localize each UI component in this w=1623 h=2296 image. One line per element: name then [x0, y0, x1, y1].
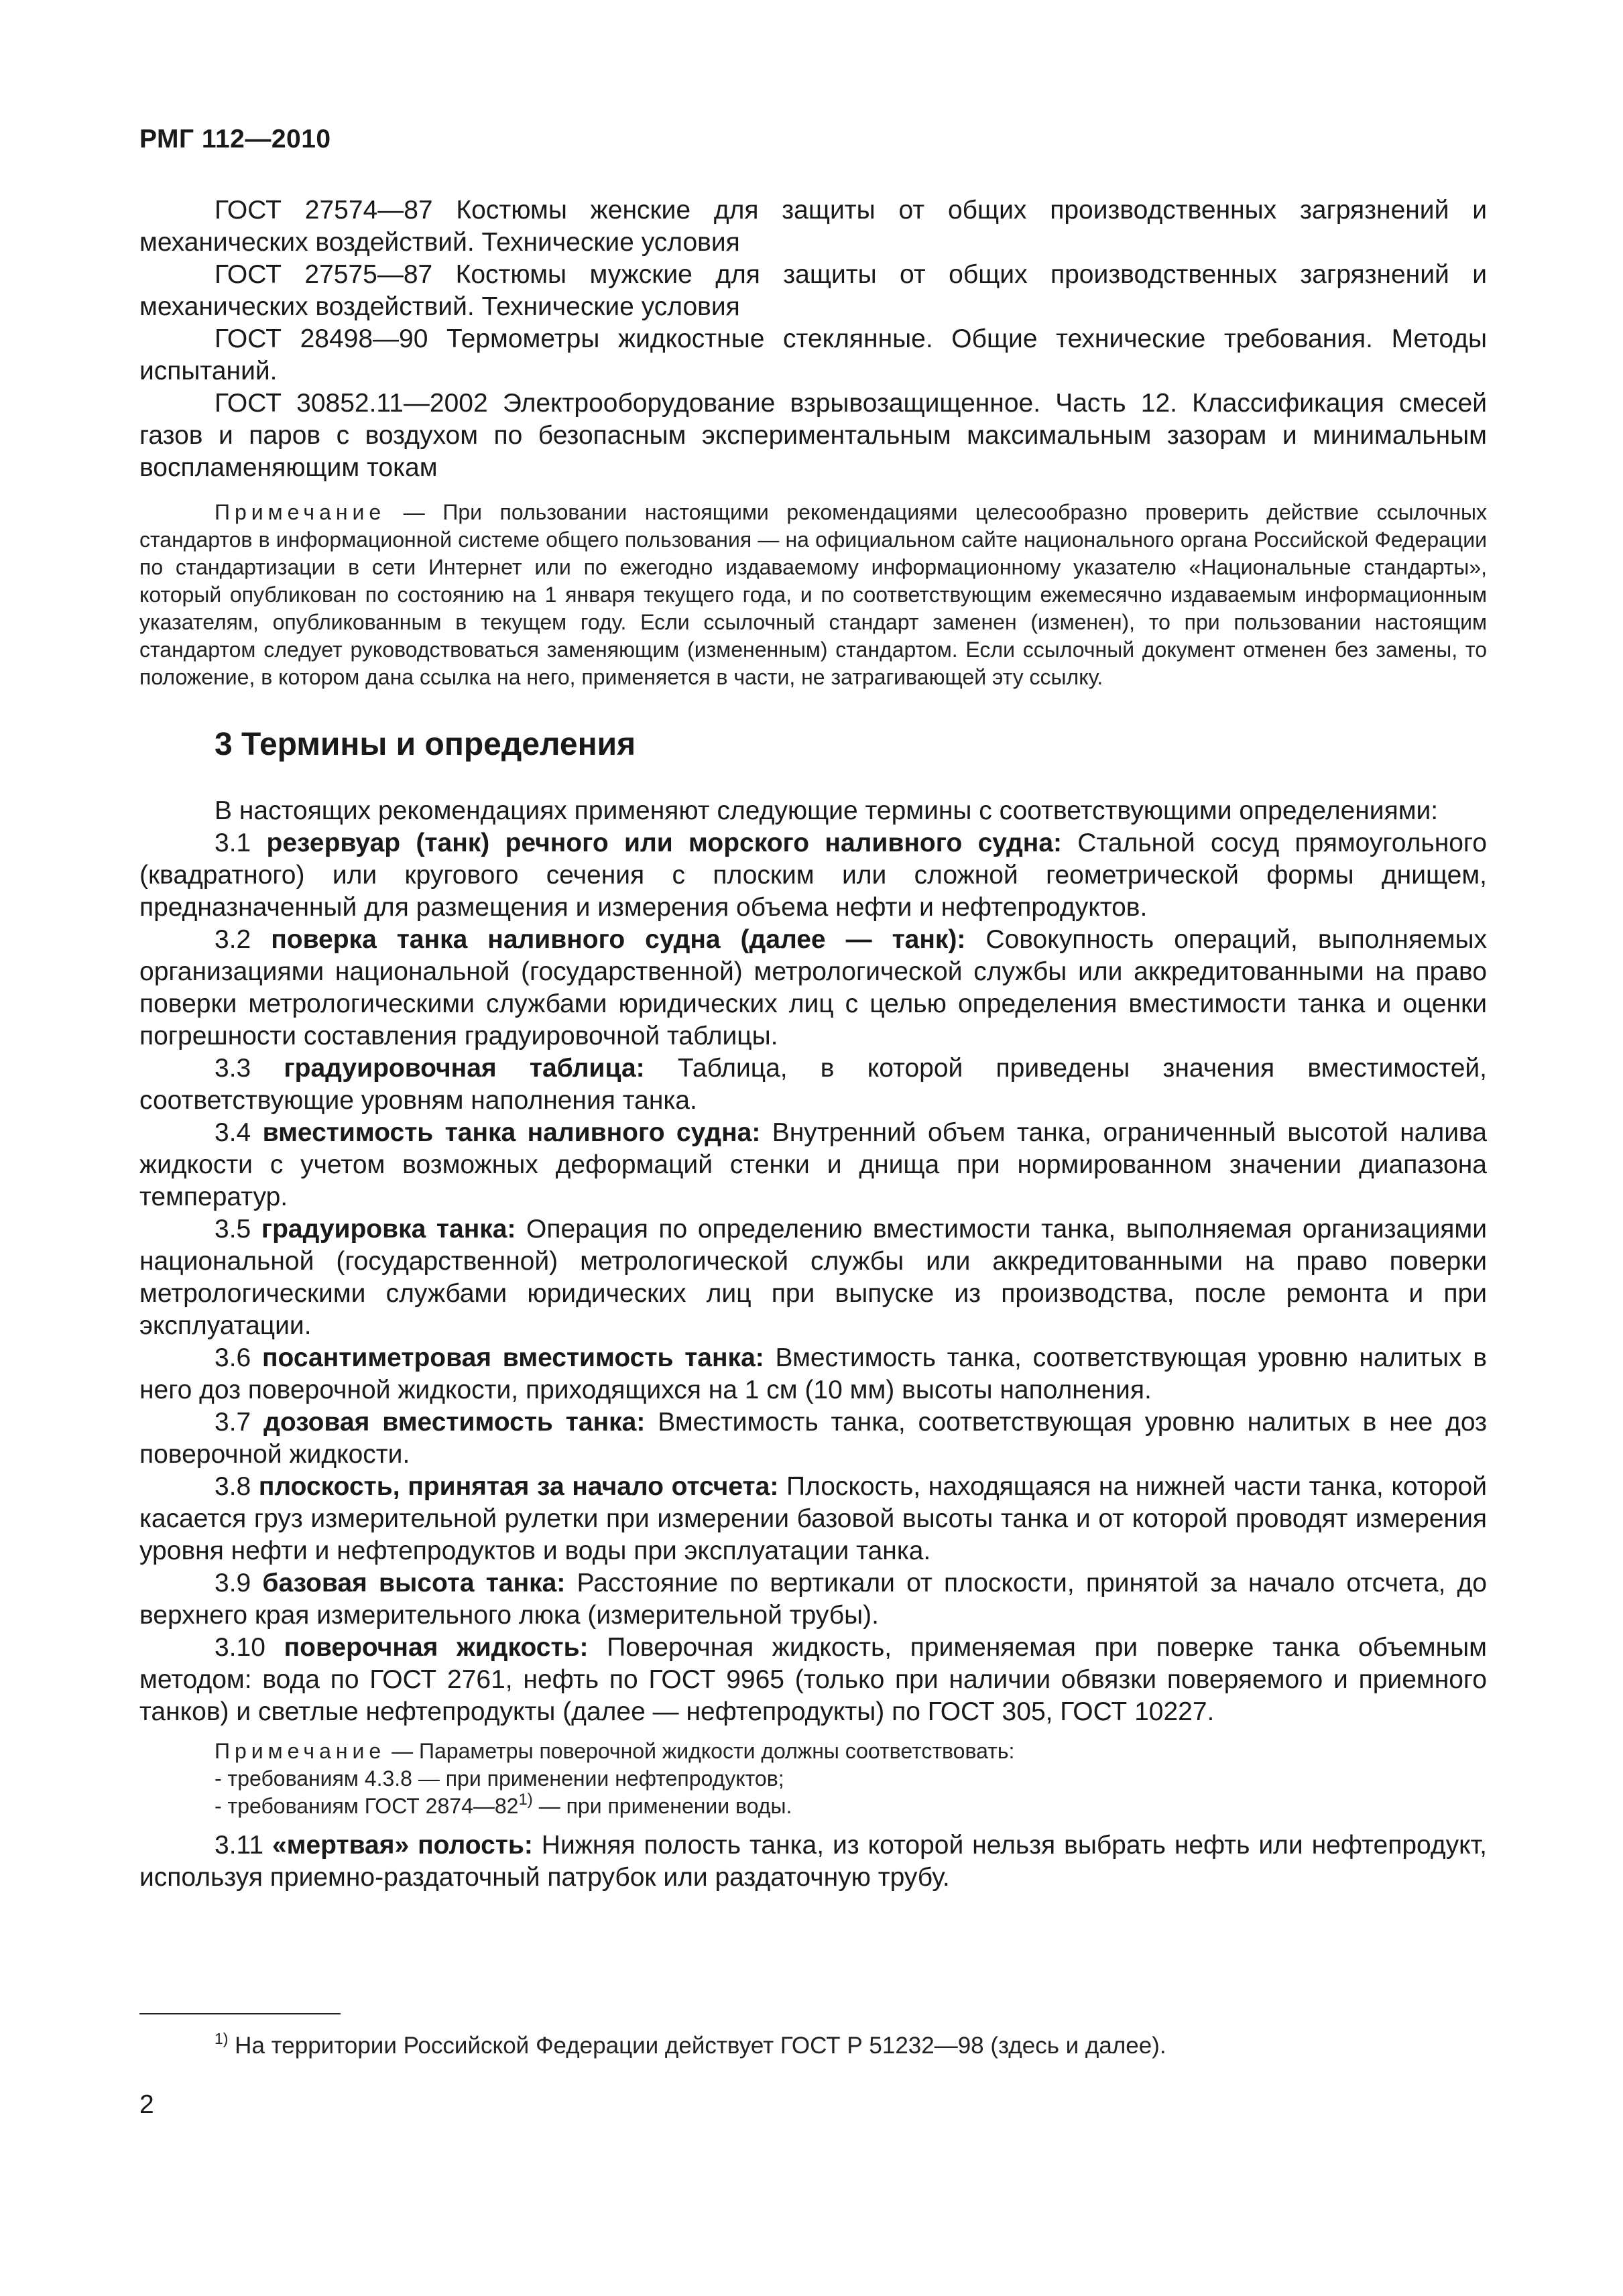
term-definition: 3.9 базовая высота танка: Расстояние по вертикали от плоскости, принятой за начало отсчета, до верхнего края измерительного люка (измерительной трубы).	[139, 1569, 1487, 1630]
references-list	[139, 194, 1487, 484]
note-text: — Параметры поверочной жидкости должны соответствовать:	[385, 1739, 1015, 1763]
term-name: градуировочная таблица:	[284, 1054, 645, 1083]
term-definition: 3.1 резервуар (танк) речного или морского наливного судна: Стальной сосуд прямоугольного (квадратного) или кругового сечения с плоским или сложной геометрической формы днищем, предназначенный для размещения и измерения объема нефти и нефтепродуктов.	[139, 829, 1487, 922]
term-definition: 3.11 «мертвая» полость: Нижняя полость танка, из которой нельзя выбрать нефть или нефтепродукт, используя приемно-раздаточный патрубок или раздаточную трубу.	[139, 1831, 1487, 1892]
note-test-liquid	[139, 1738, 1487, 1820]
term-definition: 3.4 вместимость танка наливного судна: Внутренний объем танка, ограниченный высотой налива жидкости с учетом возможных деформаций стенки и днища при нормированном значении диапазона температур.	[139, 1118, 1487, 1211]
reference-item: ГОСТ 30852.11—2002 Электрооборудование взрывозащищенное. Часть 12. Классификация смесей газов и паров с воздухом по безопасным экспериментальным максимальным зазорам и минимальным воспламеняющим токам	[139, 389, 1487, 482]
term-name: посантиметровая вместимость танка:	[261, 1343, 764, 1372]
footnote	[215, 2031, 1166, 2061]
footnote-marker: 1)	[215, 2030, 229, 2047]
footnote-marker: 1)	[518, 1791, 533, 1809]
term-definition: 3.8 плоскость, принятая за начало отсчета: Плоскость, находящаяся на нижней части танка, которой касается груз измерительной рулетки при измерении базовой высоты танка и от которой проводят измерения уровня нефти и нефтепродуктов и воды при эксплуатации танка.	[139, 1472, 1487, 1565]
term-definition: 3.10 поверочная жидкость: Поверочная жидкость, применяемая при поверке танка объемным методом: вода по ГОСТ 2761, нефть по ГОСТ 9965 (только при наличии обвязки поверяемого и приемного танков) и светлые нефтепродукты (далее — нефтепродукты) по ГОСТ 305, ГОСТ 10227.	[139, 1633, 1487, 1726]
term-name: вместимость танка наливного судна:	[262, 1118, 761, 1147]
term-name: градуировка танка:	[261, 1215, 516, 1244]
note-line: - требованиям 4.3.8 — при применении нефтепродуктов;	[215, 1766, 784, 1791]
term-name: резервуар (танк) речного или морского наливного судна:	[266, 829, 1062, 857]
note-text: — При пользовании настоящими рекомендациями целесообразно проверить действие ссылочных стандартов в информационной системе общего пользования — на официальном сайте национального органа Российской Федерации по стандартизации в сети Интернет или по ежегодно издаваемому информационному указателю «Национальные стандарты», который опубликован по состоянию на 1 января текущего года, и по соответствующим ежемесячно издаваемым информационным указателям, опубликованным в текущем году. Если ссылочный стандарт заменен (изменен), то при пользовании настоящим стандартом следует руководствоваться заменяющим (измененным) стандартом. Если ссылочный документ отменен без замены, то положение, в котором дана ссылка на него, применяется в части, не затрагивающей эту ссылку.	[139, 500, 1487, 689]
terms-list	[139, 827, 1487, 1728]
reference-item: ГОСТ 28498—90 Термометры жидкостные стеклянные. Общие технические требования. Методы испытаний.	[139, 324, 1487, 385]
main-content	[139, 194, 1487, 1894]
term-name: поверочная жидкость:	[284, 1633, 589, 1662]
footnote-divider	[139, 2013, 341, 2014]
reference-item: ГОСТ 27574—87 Костюмы женские для защиты от общих производственных загрязнений и механических воздействий. Технические условия	[139, 196, 1487, 257]
page-number: 2	[139, 2090, 154, 2119]
reference-item: ГОСТ 27575—87 Костюмы мужские для защиты от общих производственных загрязнений и механических воздействий. Технические условия	[139, 260, 1487, 321]
term-name: плоскость, принятая за начало отсчета:	[258, 1472, 779, 1501]
term-definition: 3.5 градуировка танка: Операция по определению вместимости танка, выполняемая организациями национальной (государственной) метрологической службы или аккредитованными на право поверки метрологическими службами юридических лиц при выпуске из производства, после ремонта и при эксплуатации.	[139, 1215, 1487, 1340]
term-name: дозовая вместимость танка:	[263, 1408, 646, 1437]
note-line: - требованиям ГОСТ 2874—82$^{1)}$ — при применении воды.	[215, 1791, 792, 1818]
note-label: Примечание	[215, 1739, 386, 1763]
document-code-header: РМГ 112—2010	[139, 125, 331, 154]
term-definition: 3.7 дозовая вместимость танка: Вместимость танка, соответствующая уровню налитых в нее доз поверочной жидкости.	[139, 1408, 1487, 1469]
term-name: «мертвая» полость:	[272, 1831, 533, 1860]
note-references	[139, 499, 1487, 691]
term-name: базовая высота танка:	[262, 1569, 566, 1597]
note-heading	[139, 1738, 1487, 1765]
note-label: Примечание	[215, 500, 386, 524]
term-definition: 3.2 поверка танка наливного судна (далее — танк): Совокупность операций, выполняемых организациями национальной (государственной) метрологической службы или аккредитованными на право поверки метрологическими службами юридических лиц с целью определения вместимости танка и оценки погрешности составления градуировочной таблицы.	[139, 925, 1487, 1050]
section-title: 3 Термины и определения	[215, 727, 636, 762]
term-definition: 3.6 посантиметровая вместимость танка: Вместимость танка, соответствующая уровню налитых в него доз поверочной жидкости, приходящихся на 1 см (10 мм) высоты наполнения.	[139, 1343, 1487, 1404]
section-intro: В настоящих рекомендациях применяют следующие термины с соответствующими определениями:	[215, 796, 1439, 825]
footnote-text: На территории Российской Федерации действует ГОСТ Р 51232—98 (здесь и далее).	[228, 2033, 1166, 2059]
term-name: поверка танка наливного судна (далее — танк):	[271, 925, 966, 954]
term-definition: 3.3 градуировочная таблица: Таблица, в которой приведены значения вместимостей, соответствующие уровням наполнения танка.	[139, 1054, 1488, 1115]
